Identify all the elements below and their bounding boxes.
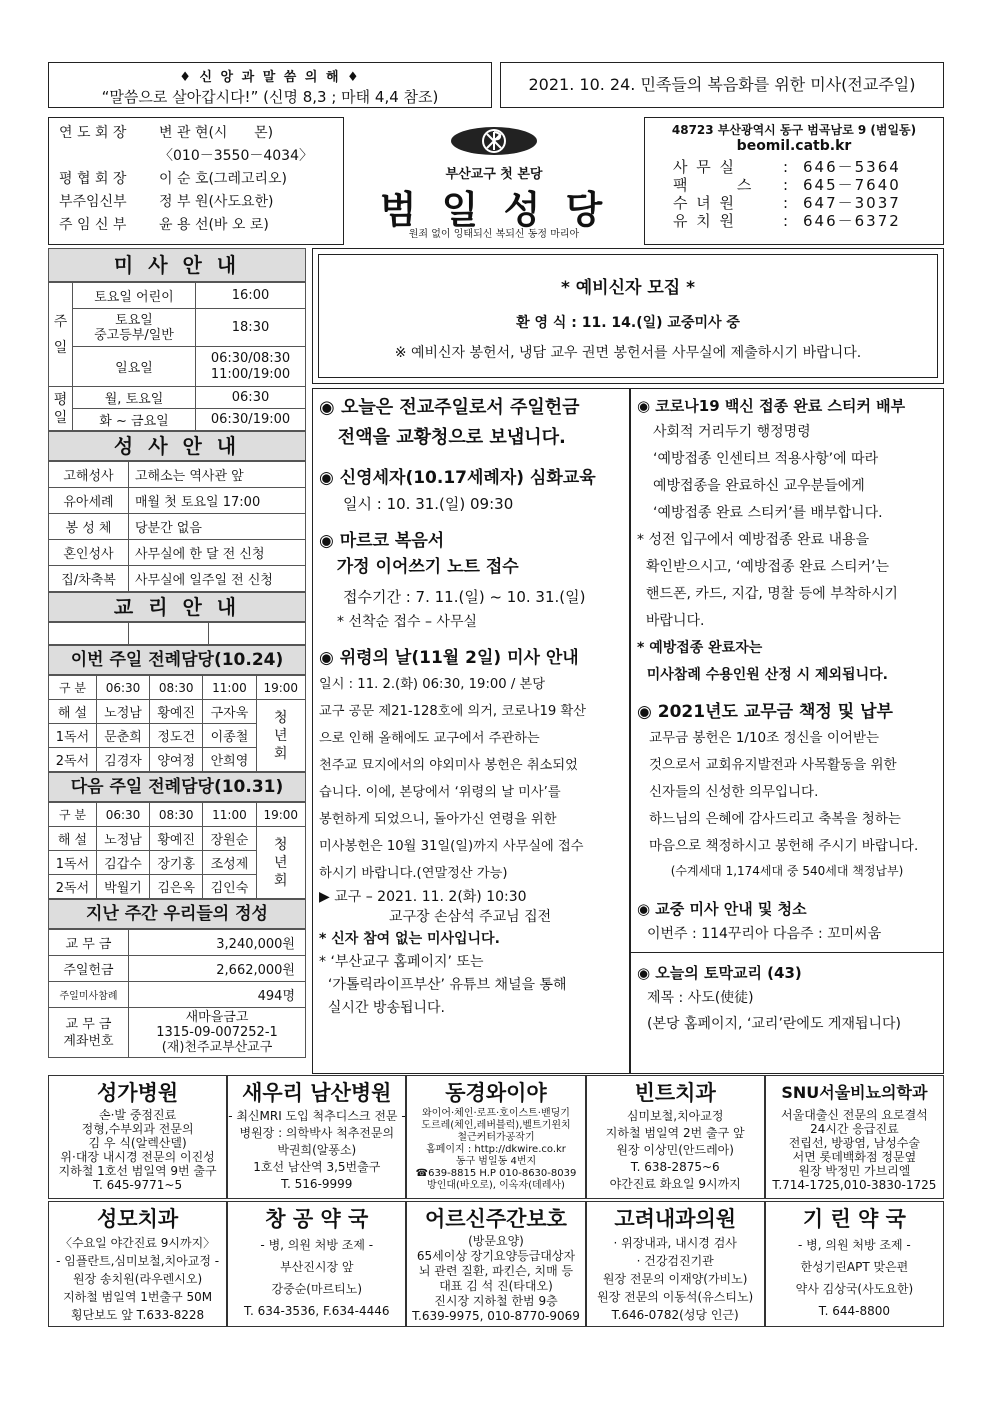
ad-line: · 건강검진기관 — [636, 1254, 714, 1268]
offering-name: 주일미사참례 — [49, 982, 129, 1008]
ad-box — [48, 1201, 227, 1327]
liturgy-cell: 문춘희 — [96, 724, 149, 748]
mass-time-3: 06:30 — [196, 387, 306, 409]
officer-name: 윤 용 선(바 오 로) — [159, 217, 269, 233]
mass-name-4: 화 ~ 금요일 — [73, 409, 196, 431]
liturgy-header-cell: 구 분 — [49, 676, 97, 700]
liturgy-header-cell: 06:30 — [96, 676, 149, 700]
account-label: 교 무 금 계좌번호 — [49, 1008, 129, 1058]
ad-line: T. 638-2875~6 — [630, 1160, 720, 1174]
officer-row — [59, 122, 333, 145]
offering-title: 지난 주간 우리들의 정성 — [48, 899, 306, 929]
ad-line: 정형,수부외과 전문의 — [81, 1122, 194, 1136]
ad-line: 동구 범일동 4번지 — [455, 1156, 537, 1167]
officer-name: 〈010－3550－4034〉 — [159, 148, 313, 164]
sunday-label: 주 일 — [49, 283, 73, 387]
liturgy-cell: 김경자 — [96, 748, 149, 772]
ad-box — [765, 1201, 944, 1327]
sacraments-table — [48, 461, 306, 592]
motto-title: ♦ 신 앙 과 말 씀 의 해 ♦ — [179, 70, 361, 85]
catechumen-inner — [318, 254, 938, 378]
officers-box — [48, 117, 344, 245]
officers-list — [59, 122, 333, 237]
ad-line: 박권희(알퐁소) — [277, 1143, 357, 1157]
notice-neophyte-title: ◉ 신영세자(10.17세례자) 심화교육 — [319, 468, 596, 488]
ad-title: 성모치과 — [97, 1207, 179, 1231]
ad-line: 전립선, 방광염, 남성수술 — [788, 1136, 920, 1150]
notice-vaccine-body: 사회적 거리두기 행정명령 ‘예방접종 인센티브 적용사항’에 따라 예방접종을 완료하신 교우분들에게 ‘예방접종 완료 스티커’를 배부합니다. — [653, 424, 883, 521]
sacrament-row — [49, 514, 306, 540]
liturgy-cell: 황예진 — [150, 700, 203, 724]
catechumen-line1: 환 영 식 : 11. 14.(일) 교중미사 중 — [516, 315, 740, 331]
phone-colon: : — [783, 176, 789, 194]
sacrament-name: 봉 성 체 — [49, 514, 129, 540]
liturgy-cell: 노정남 — [96, 827, 149, 851]
notice-mark-body1: 접수기간 : 7. 11.(일) ~ 10. 31.(일) — [343, 588, 586, 606]
doctrine-title: 교 리 안 내 — [48, 592, 306, 622]
liturgy-cell: 장원순 — [203, 827, 256, 851]
notice-all-souls-body: 일시 : 11. 2.(화) 06:30, 19:00 / 본당 교구 공문 제21-128호에 의거, 코로나19 확산 으로 인해 올해에도 교구에서 주관하는 천주교 묘지에서의 야외미사 봉헌은 취소되었 습니다. 이에, 본당에서 ‘위령의 날 미사’를 봉헌하게 되었으니, 돌아가신 연령을 위한 미사봉헌은 10월 31일(일)까지 사무실에 접수 하시기 바랍니다.(연말정산 가능) — [319, 677, 586, 881]
ad-line: - 임플란트,심미보철,치아교정 - — [56, 1254, 220, 1268]
ad-box — [765, 1075, 944, 1199]
offering-value: 3,240,000원 — [129, 930, 306, 956]
phone-row — [651, 194, 937, 212]
phone-list — [651, 158, 937, 230]
ad-title: 빈트치과 — [634, 1081, 716, 1105]
liturgy-cell: 양여정 — [150, 748, 203, 772]
notice-note1: * 신자 참여 없는 미사입니다. — [319, 931, 500, 947]
ad-line: - 병, 의원 처방 조제 - — [798, 1238, 911, 1252]
ad-line: 도르레(체인,레버블럭),벨트기윈치 — [421, 1120, 571, 1131]
notice-diocese2: 교구장 손삼석 주교님 집전 — [389, 909, 552, 925]
liturgy-cell: 1독서 — [49, 851, 97, 875]
mass-name-0: 토요일 어린이 — [73, 283, 196, 309]
ad-line: 서면 롯데백화점 정문옆 — [792, 1150, 917, 1164]
officer-role: 평 협 회 장 — [59, 171, 127, 187]
next-week-title: 다음 주일 전례담당(10.31) — [48, 772, 306, 802]
notice-mark-body2: * 선착순 접수 – 사무실 — [337, 614, 477, 630]
offering-row — [49, 956, 306, 982]
ad-title: 동경와이야 — [445, 1081, 547, 1105]
this-week-title: 이번 주일 전례담당(10.24) — [48, 645, 306, 675]
phone-number: 646－5364 — [803, 158, 901, 176]
ad-line: 65세이상 장기요양등급대상자 — [416, 1249, 576, 1263]
ad-line: 강중순(마르티노) — [271, 1282, 363, 1296]
ad-line: T. 645-9771~5 — [93, 1178, 183, 1192]
liturgy-header-row — [49, 676, 306, 700]
phone-row — [651, 176, 937, 194]
offering-name: 주일헌금 — [49, 956, 129, 982]
ad-line: 원장 전문의 이동석(유스티노) — [597, 1290, 754, 1304]
officer-role: 연 도 회 장 — [59, 125, 127, 141]
notice-dues-body: 교무금 봉헌은 1/10조 정신을 이어받는 것으로서 교회유지발전과 사목활동을 위한 신자들의 신성한 의무입니다. 하느님의 은혜에 감사드리고 축복을 청하는 마음으로 책정하시고 봉헌해 주시기 바랍니다. — [649, 730, 919, 854]
liturgy-cell: 해 설 — [49, 827, 97, 851]
phone-label: 팩 스 — [673, 176, 754, 194]
ad-line: 손·발 중점진료 — [99, 1108, 177, 1122]
liturgy-cell: 김인숙 — [203, 875, 256, 899]
ad-line: T.714-1725,010-3830-1725 — [772, 1178, 937, 1192]
ad-line: 원장 박정민 가브리엘 — [798, 1164, 911, 1178]
liturgy-header-cell: 11:00 — [203, 803, 256, 827]
ad-box — [406, 1075, 585, 1199]
liturgy-cell: 노정남 — [96, 700, 149, 724]
divider — [631, 952, 943, 953]
ad-line: 진시장 지하철 한범 9층 — [434, 1294, 558, 1308]
catechumen-box — [312, 248, 944, 384]
liturgy-header-row — [49, 803, 306, 827]
liturgy-cell: 2독서 — [49, 748, 97, 772]
mass-name-1: 토요일 중고등부/일반 — [73, 309, 196, 347]
mass-title: 미 사 안 내 — [48, 248, 306, 282]
mass-table — [48, 282, 306, 431]
notice-mark-title: ◉ 마르코 복음서 가정 이어쓰기 노트 접수 — [319, 531, 519, 577]
ad-title: 어르신주간보호 — [424, 1207, 567, 1231]
ad-line: 병원장 : 의학박사 척추전문의 — [239, 1126, 395, 1140]
phone-colon: : — [783, 194, 789, 212]
parish-logo-block — [346, 117, 642, 245]
liturgy-cell: 해 설 — [49, 700, 97, 724]
offering-row — [49, 982, 306, 1008]
notice-highmass-body: 이번주 : 114꾸리아 다음주 : 꼬미씨움 — [647, 926, 882, 942]
weekday-label: 평 일 — [49, 387, 73, 431]
website: beomil.catb.kr — [736, 138, 852, 154]
sacrament-desc: 매월 첫 토요일 17:00 — [129, 488, 306, 514]
officer-row — [59, 214, 333, 237]
ad-box — [227, 1201, 406, 1327]
ad-line: T.646-0782(성당 인근) — [611, 1308, 739, 1322]
liturgy-cell: 구자욱 — [203, 700, 256, 724]
ad-line: T. 516-9999 — [281, 1177, 353, 1191]
ad-line: 심미보철,치아교정 — [626, 1109, 724, 1123]
ad-line: 서울대출신 전문의 요로결석 — [781, 1108, 928, 1122]
ad-line: 지하철 범일역 2번 출구 앞 — [605, 1126, 745, 1140]
liturgy-cell: 안희영 — [203, 748, 256, 772]
notice-vaccine-note1: * 성전 입구에서 예방접종 완료 내용을 확인받으시고, ‘예방접종 완료 스티커’는 핸드폰, 카드, 지갑, 명찰 등에 부착하시기 바랍니다. — [637, 532, 898, 629]
ad-line: T.639-9975, 010-8770-9069 — [412, 1309, 580, 1323]
phone-colon: : — [783, 158, 789, 176]
ad-box — [227, 1075, 406, 1199]
offering-table — [48, 929, 306, 1058]
parish-patron: 원죄 없이 잉태되신 복되신 동정 마리아 — [408, 229, 580, 240]
liturgy-header-cell: 06:30 — [96, 803, 149, 827]
offering-value: 2,662,000원 — [129, 956, 306, 982]
liturgy-cell: 이종철 — [203, 724, 256, 748]
notice-mission-sunday: ◉ 오늘은 전교주일로서 주일헌금 전액을 교황청으로 보냅니다. — [319, 397, 580, 448]
sacrament-desc: 사무실에 일주일 전 신청 — [129, 566, 306, 592]
ad-line: - 병, 의원 처방 조제 - — [260, 1238, 374, 1252]
ad-line: 홈페이지 : http://dkwire.co.kr — [426, 1144, 566, 1155]
ad-line: (방문요양) — [468, 1234, 524, 1248]
ad-line: 김 우 식(알렉산델) — [88, 1136, 187, 1150]
catechumen-line2: ※ 예비신자 봉헌서, 냉담 교우 권면 봉헌서를 사무실에 제출하시기 바랍니다. — [394, 345, 862, 361]
notice-vaccine-title: ◉ 코로나19 백신 접종 완료 스티커 배부 — [637, 397, 906, 415]
this-week-table — [48, 675, 306, 772]
ad-line: T. 644-8800 — [818, 1304, 891, 1318]
right-column — [630, 388, 944, 1074]
offering-name: 교 무 금 — [49, 930, 129, 956]
ad-title: 창 공 약 국 — [265, 1207, 369, 1231]
sacrament-desc: 고해소는 역사관 앞 — [129, 462, 306, 488]
middle-column — [312, 388, 630, 1074]
sacrament-row — [49, 540, 306, 566]
account-value: 새마을금고 1315-09-007252-1 (재)천주교부산교구 — [129, 1008, 306, 1058]
ad-box — [586, 1201, 765, 1327]
ad-line: 원장 이상민(안드레아) — [616, 1143, 734, 1157]
sacrament-row — [49, 462, 306, 488]
notice-catechism-body: 제목 : 사도(使徒) (본당 홈페이지, ‘교리’란에도 게재됩니다) — [647, 990, 902, 1032]
liturgy-header-cell: 19:00 — [256, 676, 305, 700]
date-title-box — [500, 62, 944, 108]
phone-row — [651, 158, 937, 176]
liturgy-cell: 김은옥 — [150, 875, 203, 899]
notice-diocese: ▶ 교구 – 2021. 11. 2(화) 10:30 — [319, 889, 527, 905]
liturgy-cell: 박월기 — [96, 875, 149, 899]
mass-time-2: 06:30/08:30 11:00/19:00 — [196, 347, 306, 387]
mass-time-1: 18:30 — [196, 309, 306, 347]
ad-box — [406, 1201, 585, 1327]
liturgy-header-cell: 08:30 — [150, 676, 203, 700]
ad-line: 뇌 관련 질환, 파킨슨, 치매 등 — [418, 1264, 574, 1278]
ad-title: 기 린 약 국 — [802, 1207, 906, 1231]
notice-dues-note: (수계세대 1,174세대 중 540세대 책정납부) — [670, 864, 904, 878]
ad-line: 지하철 1호선 범일역 9번 출구 — [58, 1164, 217, 1178]
ad-line: 와이어·체인·로프·호이스트·밴딩기 — [422, 1108, 570, 1119]
ad-line: - 최신MRI 도입 척추디스크 전문 - — [228, 1109, 406, 1123]
liturgy-header-cell: 19:00 — [256, 803, 305, 827]
sacrament-desc: 사무실에 한 달 전 신청 — [129, 540, 306, 566]
ad-line: 한성기린APT 맞은편 — [800, 1260, 909, 1274]
chi-rho-icon — [449, 123, 539, 159]
liturgy-header-cell: 11:00 — [203, 676, 256, 700]
liturgy-cell: 조성제 — [203, 851, 256, 875]
officer-name: 이 순 호(그레고리오) — [159, 171, 288, 187]
phone-colon: : — [783, 212, 789, 230]
ad-line: 대표 김 석 진(타대오) — [439, 1279, 553, 1293]
notice-highmass-title: ◉ 교중 미사 안내 및 청소 — [637, 900, 807, 918]
phone-label: 유 치 원 — [673, 212, 737, 230]
ad-line: 약사 김상국(사도요한) — [795, 1282, 914, 1296]
phone-label: 사 무 실 — [673, 158, 737, 176]
ad-box — [586, 1075, 765, 1199]
liturgy-cell: 정도건 — [150, 724, 203, 748]
notice-note2: * ‘부산교구 홈페이지’ 또는 ‘가톨릭라이프부산’ 유튜브 채널을 통해 실시간 방송됩니다. — [319, 954, 567, 1016]
liturgy-cell: 장기홍 — [150, 851, 203, 875]
contact-box — [644, 117, 944, 245]
ad-line: ☎639-8815 H.P 010-8630-8039 — [415, 1168, 577, 1179]
sacrament-name: 고해성사 — [49, 462, 129, 488]
sacrament-row — [49, 566, 306, 592]
left-column — [48, 248, 306, 1058]
ad-line: 원장 송치원(라우렌시오) — [73, 1272, 203, 1286]
ad-line: 24시간 응급진료 — [810, 1122, 899, 1136]
sacrament-row — [49, 488, 306, 514]
mass-name-2: 일요일 — [73, 347, 196, 387]
liturgy-row — [49, 827, 306, 851]
notice-neophyte-body: 일시 : 10. 31.(일) 09:30 — [343, 495, 514, 513]
catechumen-title: * 예비신자 모집 * — [560, 278, 696, 298]
ad-title: 고려내과의원 — [614, 1207, 737, 1231]
ad-line: 지하철 범일역 1번출구 50M — [63, 1290, 213, 1304]
ad-line: 〈수요일 야간진료 9시까지〉 — [60, 1236, 216, 1250]
next-week-table — [48, 802, 306, 899]
liturgy-youth-cell: 청 년 회 — [256, 827, 305, 899]
officer-row — [59, 145, 333, 168]
address: 48723 부산광역시 동구 범곡남로 9 (범일동) — [671, 123, 917, 137]
sacraments-title: 성 사 안 내 — [48, 431, 306, 461]
ad-line: 부산진시장 앞 — [280, 1260, 354, 1274]
doctrine-table — [48, 622, 306, 645]
parish-name: 범 일 성 당 — [379, 187, 609, 232]
sacrament-name: 유아세례 — [49, 488, 129, 514]
officer-name: 변 관 현(시 몬) — [159, 125, 274, 141]
mass-time-0: 16:00 — [196, 283, 306, 309]
date-title: 2021. 10. 24. 민족들의 복음화를 위한 미사(전교주일) — [528, 75, 916, 94]
liturgy-cell: 1독서 — [49, 724, 97, 748]
liturgy-youth-cell: 청 년 회 — [256, 700, 305, 772]
notice-dues-title: ◉ 2021년도 교무금 책정 및 납부 — [637, 702, 893, 722]
phone-label: 수 녀 원 — [673, 194, 737, 212]
ad-title: SNU서울비뇨의학과 — [781, 1083, 928, 1102]
notice-vaccine-note2: * 예방접종 완료자는 미사참례 수용인원 산정 시 제외됩니다. — [637, 640, 888, 683]
ad-line: 야간진료 화요일 9시까지 — [609, 1177, 741, 1191]
ad-line: 방인대(바오로), 이옥자(데레사) — [427, 1180, 565, 1191]
liturgy-cell: 2독서 — [49, 875, 97, 899]
officer-name: 정 부 원(사도요한) — [159, 194, 274, 210]
officer-role: 부주임신부 — [59, 194, 127, 210]
offering-row — [49, 930, 306, 956]
officer-role — [59, 145, 159, 168]
ad-title: 새우리 남산병원 — [242, 1081, 392, 1105]
ad-line: 1호선 남산역 3,5번출구 — [253, 1160, 381, 1174]
motto-box — [48, 62, 492, 108]
liturgy-header-cell: 구 분 — [49, 803, 97, 827]
sacrament-name: 혼인성사 — [49, 540, 129, 566]
sacrament-desc: 당분간 없음 — [129, 514, 306, 540]
phone-number: 646－6372 — [803, 212, 901, 230]
motto-text: “말씀으로 살아갑시다!” (신명 8,3 ; 마태 4,4 참조) — [101, 88, 439, 106]
ad-box — [48, 1075, 227, 1199]
parish-subtitle: 부산교구 첫 본당 — [445, 167, 543, 182]
offering-value: 494명 — [129, 982, 306, 1008]
liturgy-cell: 황예진 — [150, 827, 203, 851]
phone-number: 647－3037 — [803, 194, 901, 212]
mass-name-3: 월, 토요일 — [73, 387, 196, 409]
phone-row — [651, 212, 937, 230]
officer-row — [59, 191, 333, 214]
officer-row — [59, 168, 333, 191]
officer-role: 주 임 신 부 — [59, 217, 127, 233]
ad-line: 위·대장 내시경 전문의 이진성 — [60, 1150, 215, 1164]
liturgy-row — [49, 700, 306, 724]
mass-time-4: 06:30/19:00 — [196, 409, 306, 431]
ad-line: T. 634-3536, F.634-4446 — [244, 1304, 390, 1318]
notice-all-souls-title: ◉ 위령의 날(11월 2일) 미사 안내 — [319, 648, 579, 668]
ad-line: · 위장내과, 내시경 검사 — [613, 1236, 737, 1250]
ad-line: 원장 전문의 이재양(가비노) — [602, 1272, 748, 1286]
ad-line: 철근커터가공작기 — [457, 1132, 535, 1143]
ad-line: 횡단보도 앞 T.633-8228 — [71, 1308, 205, 1322]
sacrament-name: 집/차축복 — [49, 566, 129, 592]
notice-catechism-title: ◉ 오늘의 토막교리 (43) — [637, 964, 802, 982]
liturgy-cell: 김갑수 — [96, 851, 149, 875]
liturgy-header-cell: 08:30 — [150, 803, 203, 827]
ad-title: 성가병원 — [97, 1081, 179, 1105]
phone-number: 645－7640 — [803, 176, 901, 194]
